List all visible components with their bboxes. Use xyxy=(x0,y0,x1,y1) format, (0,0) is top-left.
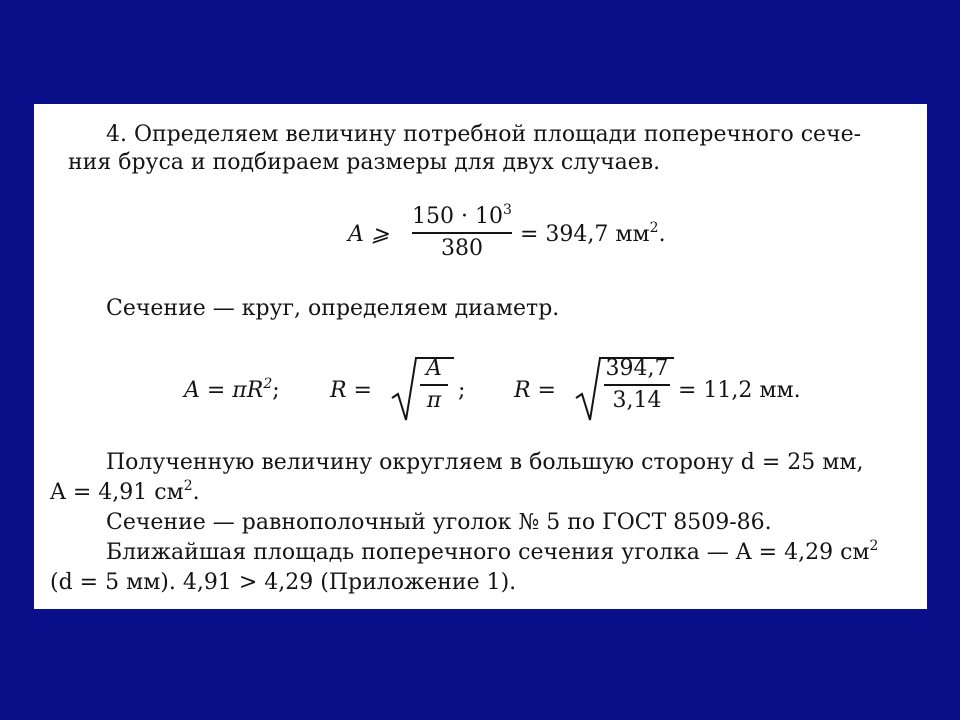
formula-2-part-1-exp: 2 xyxy=(263,376,273,392)
paragraph-1-line-1: 4. Определяем величину потребной площади поперечного сече- xyxy=(106,122,862,147)
paragraph-3-line-5: (d = 5 мм). 4,91 > 4,29 (Приложение 1). xyxy=(50,570,517,595)
sqrt-a-over-pi xyxy=(390,354,454,424)
formula-2-part-3-num: 394,7 xyxy=(605,356,669,381)
paragraph-3-line-4: Ближайшая площадь поперечного сечения уголка — A = 4,29 $см^2$ xyxy=(106,538,879,565)
paragraph-3-line-2: A = 4,91 $см^2$. xyxy=(50,478,200,505)
formula-2-part-3-rhs: = 11,2 мм. xyxy=(678,378,801,403)
formula-1-numerator: 150 · 10 xyxy=(412,204,504,229)
paragraph-3-line-1: Полученную величину округляем в большую сторону d = 25 мм, xyxy=(106,450,864,475)
formula-2-part-3-lhs: R = xyxy=(514,378,556,403)
formula-1-lhs: A ⩾ xyxy=(348,222,390,247)
formula-1-rhs-exp: 2 xyxy=(649,220,659,236)
formula-2-part-1: A = πR xyxy=(184,378,264,403)
formula-1-fraction xyxy=(412,204,512,262)
paragraph-1-line-2: ния бруса и подбираем размеры для двух случаев. xyxy=(68,150,661,175)
formula-2-part-3-den: 3,14 xyxy=(612,388,662,413)
document-page xyxy=(34,104,927,609)
formula-radius xyxy=(184,354,824,434)
formula-2-part-2-num: A xyxy=(426,356,442,381)
paragraph-3-line-4-exp: 2 xyxy=(869,538,879,554)
formula-2-part-2-lhs: R = xyxy=(330,378,372,403)
formula-2-part-1-end: ; xyxy=(272,378,280,403)
sqrt-numeric-fraction xyxy=(574,354,674,424)
formula-1-rhs: = 394,7 мм xyxy=(520,222,650,247)
formula-1-denominator: 380 xyxy=(441,236,483,261)
paragraph-3-line-2-exp: 2 xyxy=(183,478,193,494)
formula-1-end: . xyxy=(658,222,666,247)
formula-1-numerator-exp: 3 xyxy=(503,202,512,218)
formula-2-part-2-end: ; xyxy=(458,378,466,403)
paragraph-2: Сечение — круг, определяем диаметр. xyxy=(106,296,560,321)
paragraph-3-line-3: Сечение — равнополочный уголок № 5 по ГОСТ 8509-86. xyxy=(106,510,772,535)
formula-2-part-2-den: π xyxy=(426,388,442,413)
